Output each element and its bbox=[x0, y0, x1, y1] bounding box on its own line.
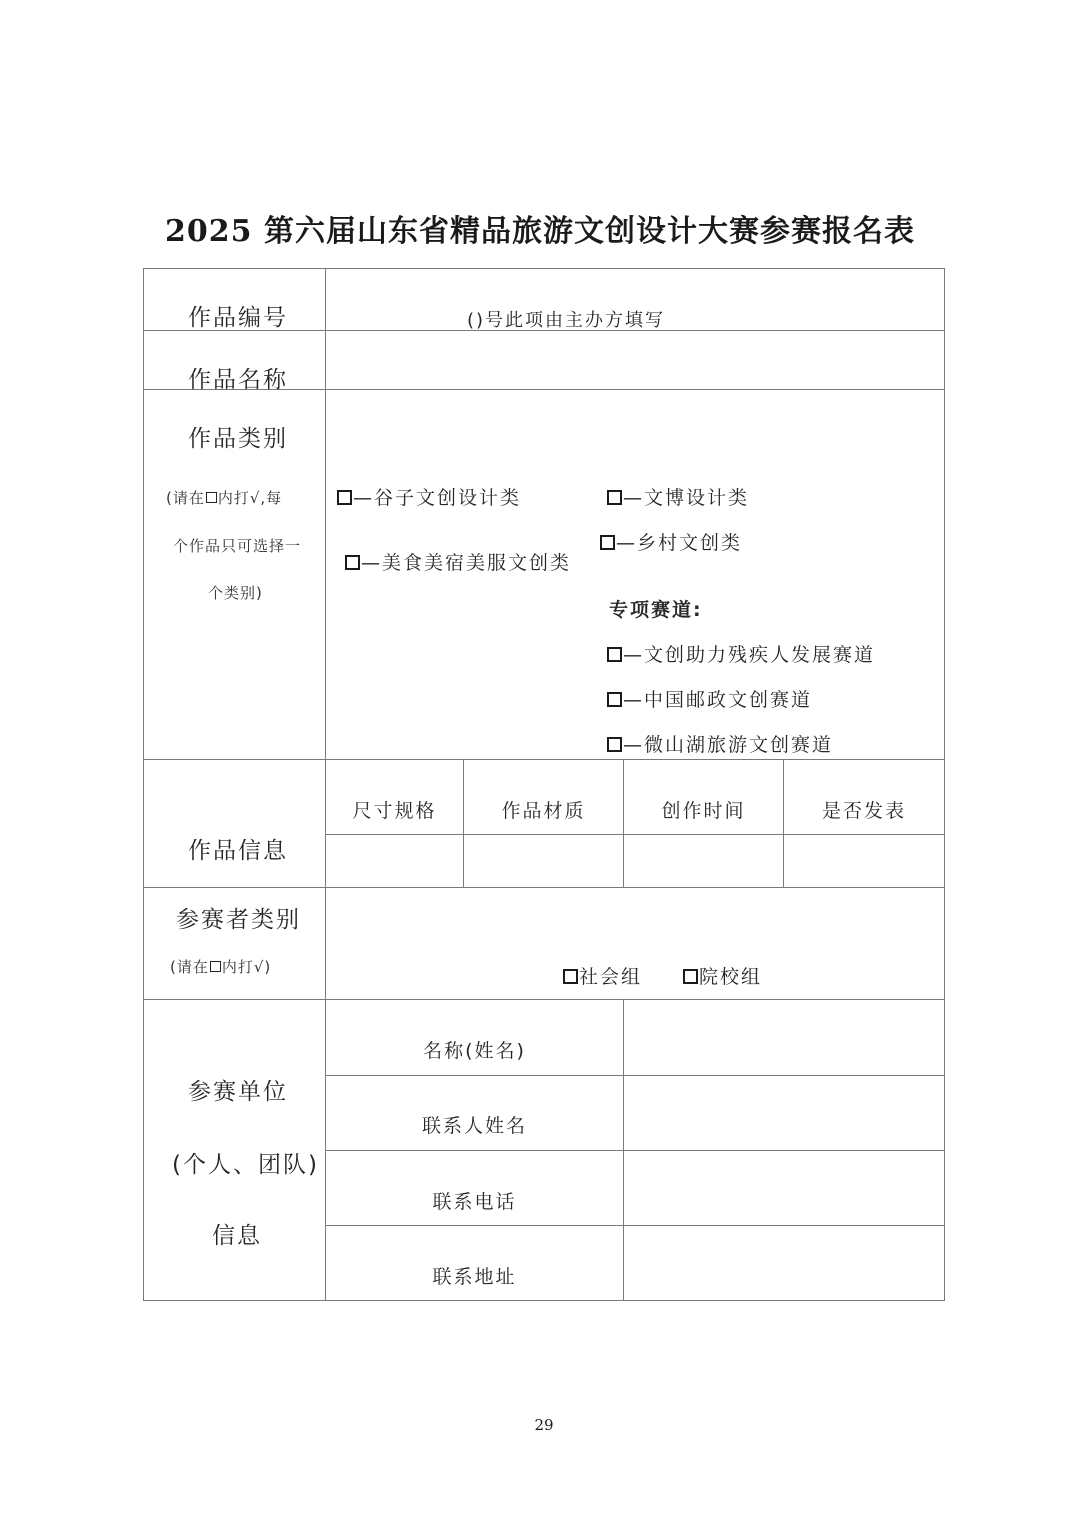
checkbox-icon[interactable] bbox=[607, 737, 622, 752]
unit-info-label-line1: 参赛单位 bbox=[188, 1079, 288, 1105]
work-number-note: ()号此项由主办方填写 bbox=[467, 310, 666, 331]
option-special-youzheng[interactable]: —中国邮政文创赛道 bbox=[607, 685, 812, 712]
contact-name-input[interactable] bbox=[626, 1078, 942, 1148]
row-divider bbox=[326, 1150, 945, 1151]
header-creation-time: 创作时间 bbox=[661, 800, 746, 822]
option-special-weishanhu[interactable]: —微山湖旅游文创赛道 bbox=[607, 730, 833, 757]
work-category-label: 作品类别 bbox=[188, 426, 288, 452]
work-category-hint-line1: (请在 内打√,每 bbox=[166, 489, 283, 507]
work-number-label: 作品编号 bbox=[188, 305, 288, 331]
checkbox-icon bbox=[206, 492, 217, 503]
row-divider bbox=[143, 999, 945, 1000]
header-published: 是否发表 bbox=[821, 800, 906, 822]
column-divider bbox=[623, 759, 624, 887]
participant-type-label: 参赛者类别 bbox=[176, 907, 301, 933]
option-wenbo[interactable]: —文博设计类 bbox=[607, 483, 749, 510]
page-number: 29 bbox=[534, 1416, 554, 1434]
field-label-name: 名称(姓名) bbox=[423, 1040, 526, 1062]
table-border-top bbox=[143, 268, 945, 269]
material-field[interactable] bbox=[466, 837, 621, 885]
option-xiangcun[interactable]: —乡村文创类 bbox=[600, 528, 742, 555]
option-school-group[interactable]: 院校组 bbox=[683, 962, 762, 989]
row-divider bbox=[326, 1075, 945, 1076]
checkbox-icon[interactable] bbox=[345, 555, 360, 570]
field-label-contact-name: 联系人姓名 bbox=[421, 1115, 527, 1137]
work-category-hint-line3: 个类别) bbox=[208, 584, 263, 602]
name-input[interactable] bbox=[626, 1002, 942, 1072]
page-title: 2025 第六届山东省精品旅游文创设计大赛参赛报名表 bbox=[165, 214, 915, 249]
option-guzi[interactable]: —谷子文创设计类 bbox=[337, 483, 521, 510]
checkbox-icon[interactable] bbox=[607, 647, 622, 662]
column-divider bbox=[463, 759, 464, 887]
option-social-group[interactable]: 社会组 bbox=[563, 962, 642, 989]
checkbox-icon bbox=[210, 961, 221, 972]
checkbox-icon[interactable] bbox=[600, 535, 615, 550]
row-divider bbox=[326, 1225, 945, 1226]
row-divider bbox=[143, 887, 945, 888]
option-meishi[interactable]: —美食美宿美服文创类 bbox=[345, 548, 571, 575]
phone-input[interactable] bbox=[626, 1153, 942, 1223]
published-field[interactable] bbox=[786, 837, 942, 885]
column-divider bbox=[623, 999, 624, 1300]
checkbox-icon[interactable] bbox=[607, 692, 622, 707]
header-size: 尺寸规格 bbox=[352, 800, 437, 822]
table-border-bottom bbox=[143, 1300, 945, 1301]
work-name-field[interactable] bbox=[328, 334, 942, 386]
work-info-label: 作品信息 bbox=[188, 838, 288, 864]
header-material: 作品材质 bbox=[501, 800, 586, 822]
address-input[interactable] bbox=[626, 1228, 942, 1298]
table-border-left bbox=[143, 268, 144, 1300]
column-divider bbox=[783, 759, 784, 887]
option-special-canji[interactable]: —文创助力残疾人发展赛道 bbox=[607, 640, 875, 667]
participant-type-hint: (请在 内打√) bbox=[170, 958, 272, 976]
field-label-phone: 联系电话 bbox=[432, 1191, 517, 1213]
unit-info-label-line2: (个人、团队) bbox=[172, 1152, 319, 1178]
special-track-title: 专项赛道: bbox=[609, 599, 703, 621]
checkbox-icon[interactable] bbox=[683, 969, 698, 984]
field-label-address: 联系地址 bbox=[432, 1266, 517, 1288]
table-border-right bbox=[944, 268, 945, 1300]
checkbox-icon[interactable] bbox=[337, 490, 352, 505]
work-name-label: 作品名称 bbox=[188, 367, 288, 393]
creation-time-field[interactable] bbox=[626, 837, 781, 885]
size-field[interactable] bbox=[328, 837, 461, 885]
checkbox-icon[interactable] bbox=[563, 969, 578, 984]
unit-info-label-line3: 信息 bbox=[212, 1223, 262, 1249]
row-divider bbox=[143, 759, 945, 760]
row-divider bbox=[326, 834, 945, 835]
work-category-hint-line2: 个作品只可选择一 bbox=[173, 537, 302, 555]
label-column-divider bbox=[325, 268, 326, 1300]
checkbox-icon[interactable] bbox=[607, 490, 622, 505]
